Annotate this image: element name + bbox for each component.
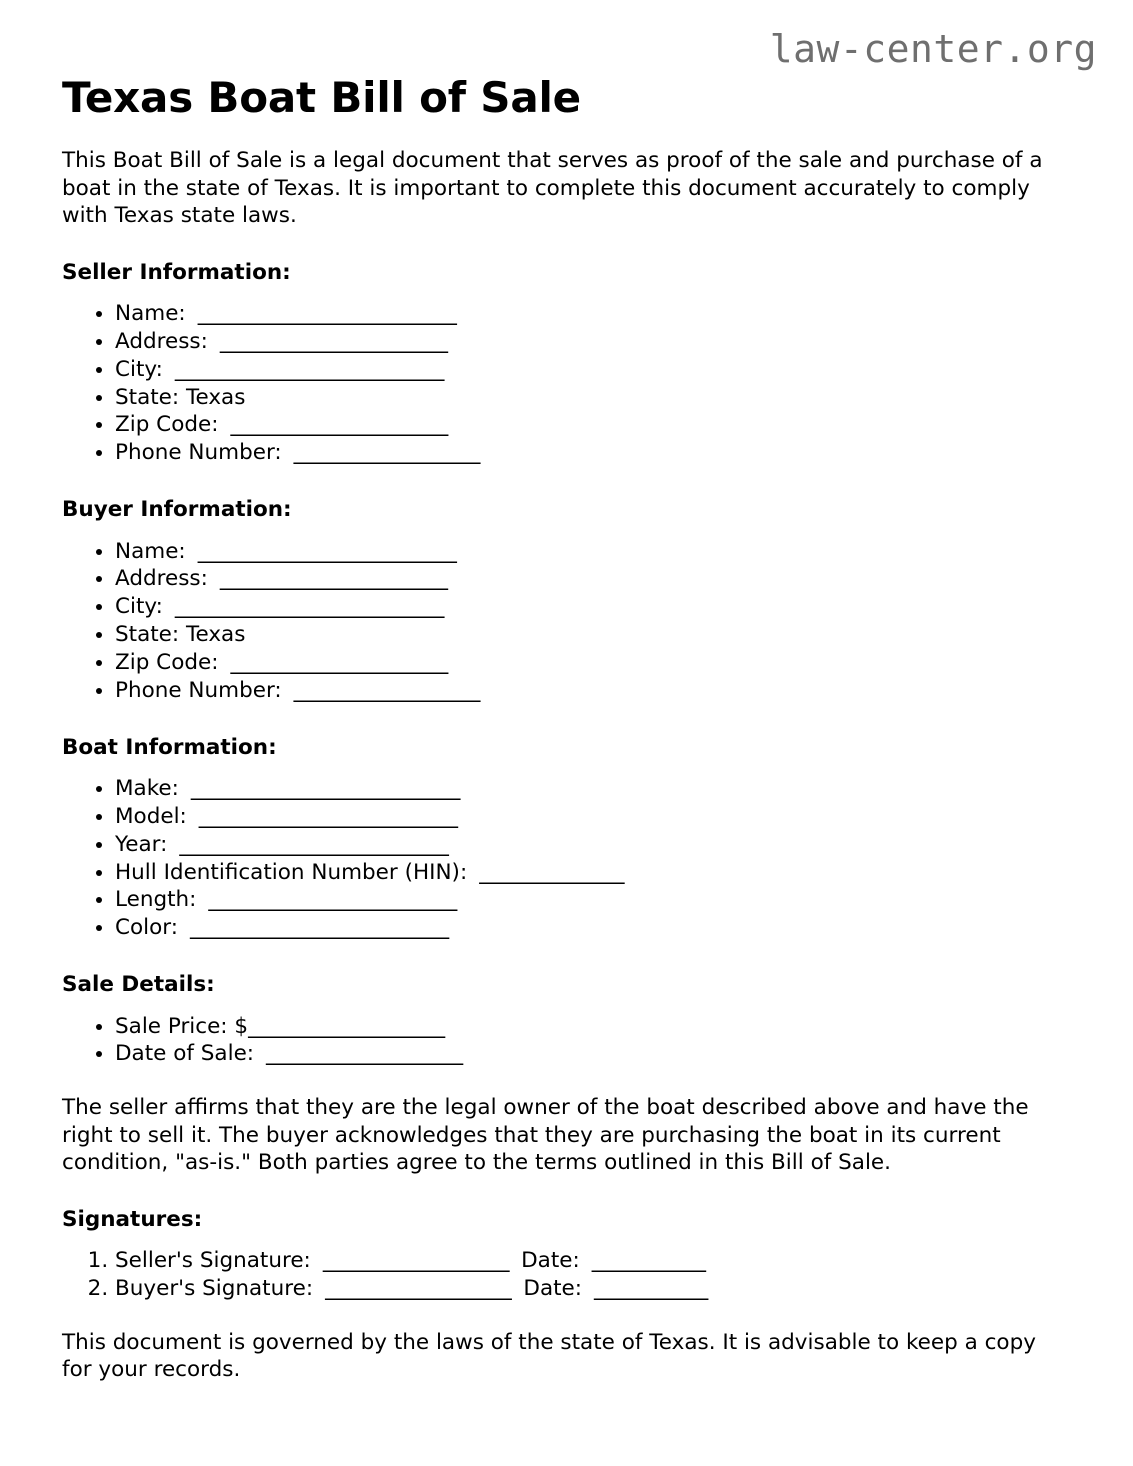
field-label: Length: bbox=[115, 887, 197, 913]
list-item bbox=[115, 593, 1071, 621]
buyer-information-heading: Buyer Information: bbox=[62, 497, 292, 523]
list-item bbox=[115, 677, 1071, 705]
field-blank[interactable]: __________________ bbox=[293, 440, 480, 466]
signatures-heading: Signatures: bbox=[62, 1206, 203, 1232]
list-item bbox=[115, 649, 1071, 677]
signature-label: Buyer's Signature: bbox=[115, 1276, 314, 1302]
field-blank[interactable]: _____________________ bbox=[230, 412, 448, 438]
field-label: Color: bbox=[115, 915, 178, 941]
field-blank[interactable]: __________________________ bbox=[179, 831, 449, 857]
date-label: Date: bbox=[521, 1248, 580, 1274]
list-item bbox=[115, 356, 1071, 384]
list-item bbox=[115, 914, 1071, 942]
field-blank[interactable]: ___________________ bbox=[248, 1013, 445, 1039]
sale-details-heading: Sale Details: bbox=[62, 972, 215, 998]
list-item bbox=[115, 621, 1071, 649]
site-watermark: law-center.org bbox=[769, 27, 1097, 71]
boat-information-list bbox=[62, 775, 1071, 942]
intro-paragraph: This Boat Bill of Sale is a legal document that serves as proof of the sale and purchase of a boat in the state of Texas. It is important to complete this document accurately to comply with Texas state laws. bbox=[62, 148, 1043, 229]
field-blank[interactable]: ________________________ bbox=[208, 887, 457, 913]
field-label: State: Texas bbox=[115, 384, 246, 410]
list-item bbox=[115, 384, 1071, 412]
seller-information-list bbox=[62, 300, 1071, 467]
field-label: Zip Code: bbox=[115, 412, 219, 438]
field-blank[interactable]: ______________________ bbox=[219, 328, 448, 354]
field-blank[interactable]: __________________________ bbox=[190, 776, 460, 802]
field-blank[interactable]: _________________________ bbox=[197, 301, 457, 327]
signatures-list bbox=[62, 1247, 1071, 1303]
affirmation-paragraph: The seller affirms that they are the legal owner of the boat described above and have the right to sell it. The buyer acknowledges that they are purchasing the boat in its current condition, "as-is." Both parties agree to the terms outlined in this Bill of Sale. bbox=[62, 1095, 1029, 1176]
signature-blank[interactable]: __________________ bbox=[322, 1248, 510, 1274]
field-label: Phone Number: bbox=[115, 440, 282, 466]
list-item bbox=[115, 328, 1071, 356]
boat-information-heading: Boat Information: bbox=[62, 734, 277, 760]
field-label: Name: bbox=[115, 538, 186, 564]
list-item bbox=[115, 1040, 1071, 1068]
closing-paragraph: This document is governed by the laws of the state of Texas. It is advisable to keep a copy for your records. bbox=[62, 1329, 1036, 1383]
list-item bbox=[115, 803, 1071, 831]
list-item bbox=[115, 300, 1071, 328]
field-label: Zip Code: bbox=[115, 649, 219, 675]
field-blank[interactable]: __________________ bbox=[293, 677, 480, 703]
field-blank[interactable]: ______________ bbox=[479, 859, 625, 885]
field-label: Address: bbox=[115, 566, 208, 592]
buyer-information-list bbox=[62, 538, 1071, 705]
field-blank[interactable]: __________________________ bbox=[174, 594, 444, 620]
signature-blank[interactable]: __________________ bbox=[325, 1276, 512, 1302]
field-label: Phone Number: bbox=[115, 677, 282, 703]
field-label: Make: bbox=[115, 776, 179, 802]
list-item bbox=[115, 538, 1071, 566]
field-label: Name: bbox=[115, 301, 186, 327]
list-item bbox=[115, 565, 1071, 593]
field-blank[interactable]: ___________________ bbox=[266, 1041, 463, 1067]
field-label: Sale Price: $ bbox=[115, 1013, 249, 1039]
field-blank[interactable]: _________________________ bbox=[190, 915, 449, 941]
list-item bbox=[115, 1275, 1071, 1303]
field-label: Year: bbox=[115, 831, 168, 857]
list-item bbox=[115, 886, 1071, 914]
field-label: Address: bbox=[115, 328, 208, 354]
field-blank[interactable]: _____________________ bbox=[230, 649, 448, 675]
list-item bbox=[115, 439, 1071, 467]
seller-information-heading: Seller Information: bbox=[62, 259, 291, 285]
signature-label: Seller's Signature: bbox=[115, 1248, 311, 1274]
field-label: Date of Sale: bbox=[115, 1041, 255, 1067]
field-label: City: bbox=[115, 594, 163, 620]
list-item bbox=[115, 775, 1071, 803]
list-item bbox=[115, 1247, 1071, 1275]
field-blank[interactable]: __________________________ bbox=[174, 356, 444, 382]
field-label: Hull Identification Number (HIN): bbox=[115, 859, 468, 885]
page-title: Texas Boat Bill of Sale bbox=[62, 73, 581, 122]
list-item bbox=[115, 1013, 1071, 1041]
field-blank[interactable]: _________________________ bbox=[197, 538, 457, 564]
field-blank[interactable]: ______________________ bbox=[219, 566, 448, 592]
date-blank[interactable]: ___________ bbox=[594, 1276, 708, 1302]
list-item bbox=[115, 859, 1071, 887]
field-blank[interactable]: _________________________ bbox=[198, 803, 458, 829]
field-label: City: bbox=[115, 356, 163, 382]
list-item bbox=[115, 411, 1071, 439]
date-blank[interactable]: ___________ bbox=[591, 1248, 706, 1274]
date-label: Date: bbox=[523, 1276, 583, 1302]
sale-details-list bbox=[62, 1013, 1071, 1069]
field-label: Model: bbox=[115, 803, 187, 829]
field-label: State: Texas bbox=[115, 622, 246, 648]
list-item bbox=[115, 831, 1071, 859]
